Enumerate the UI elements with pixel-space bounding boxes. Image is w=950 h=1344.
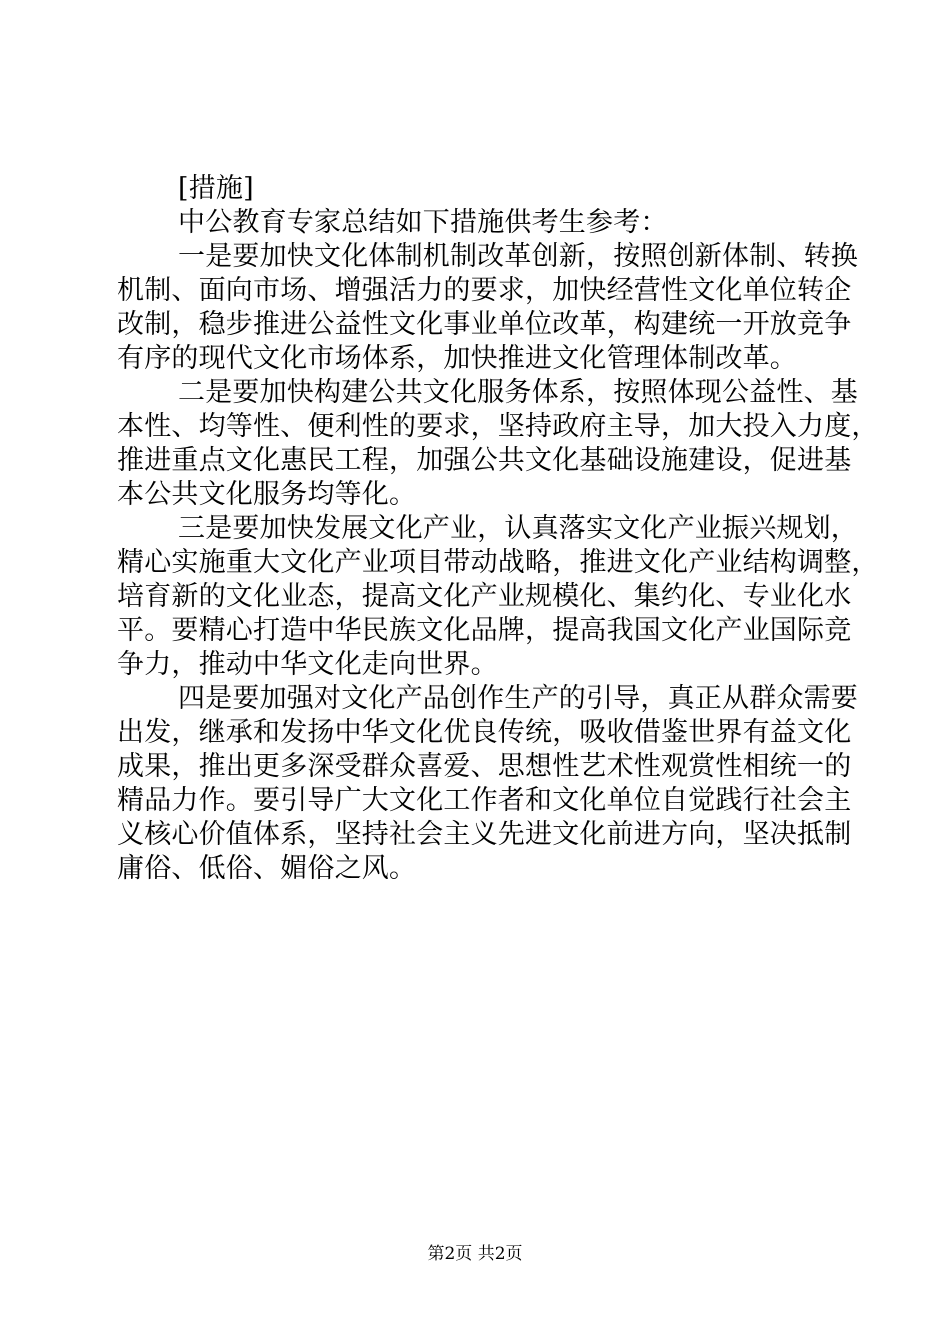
text-line: 精心实施重大文化产业项目带动战略，推进文化产业结构调整， bbox=[117, 547, 879, 578]
text-line: 培育新的文化业态，提高文化产业规模化、集约化、专业化水 bbox=[117, 581, 852, 612]
text-line: 成果，推出更多深受群众喜爱、思想性艺术性观赏性相统一的 bbox=[117, 751, 852, 782]
intro-line: 中公教育专家总结如下措施供考生参考： bbox=[178, 207, 668, 238]
section-heading: [措施] bbox=[178, 173, 254, 204]
document-body bbox=[117, 172, 879, 886]
text-line: 出发，继承和发扬中华文化优良传统，吸收借鉴世界有益文化 bbox=[117, 717, 852, 748]
page-footer: 第2页 共2页 bbox=[427, 1244, 523, 1264]
text-line: 推进重点文化惠民工程，加强公共文化基础设施建设，促进基 bbox=[117, 445, 852, 476]
text-line: 争力，推动中华文化走向世界。 bbox=[117, 649, 498, 680]
text-line: 四是要加强对文化产品创作生产的引导，真正从群众需要 bbox=[178, 683, 858, 714]
paragraph-lines bbox=[117, 240, 879, 886]
text-line: 精品力作。要引导广大文化工作者和文化单位自觉践行社会主 bbox=[117, 785, 852, 816]
text-line: 有序的现代文化市场体系，加快推进文化管理体制改革。 bbox=[117, 343, 797, 374]
text-line: 平。要精心打造中华民族文化品牌，提高我国文化产业国际竞 bbox=[117, 615, 852, 646]
text-line: 本性、均等性、便利性的要求，坚持政府主导，加大投入力度， bbox=[117, 411, 879, 442]
text-line: 义核心价值体系，坚持社会主义先进文化前进方向，坚决抵制 bbox=[117, 819, 852, 850]
text-line: 一是要加快文化体制机制改革创新，按照创新体制、转换 bbox=[178, 241, 858, 272]
text-line: 庸俗、低俗、媚俗之风。 bbox=[117, 853, 417, 884]
text-line: 机制、面向市场、增强活力的要求，加快经营性文化单位转企 bbox=[117, 275, 852, 306]
text-line: 改制，稳步推进公益性文化事业单位改革，构建统一开放竞争 bbox=[117, 309, 852, 340]
text-line: 本公共文化服务均等化。 bbox=[117, 479, 417, 510]
text-line: 三是要加快发展文化产业，认真落实文化产业振兴规划， bbox=[178, 513, 858, 544]
text-line: 二是要加快构建公共文化服务体系，按照体现公益性、基 bbox=[178, 377, 858, 408]
